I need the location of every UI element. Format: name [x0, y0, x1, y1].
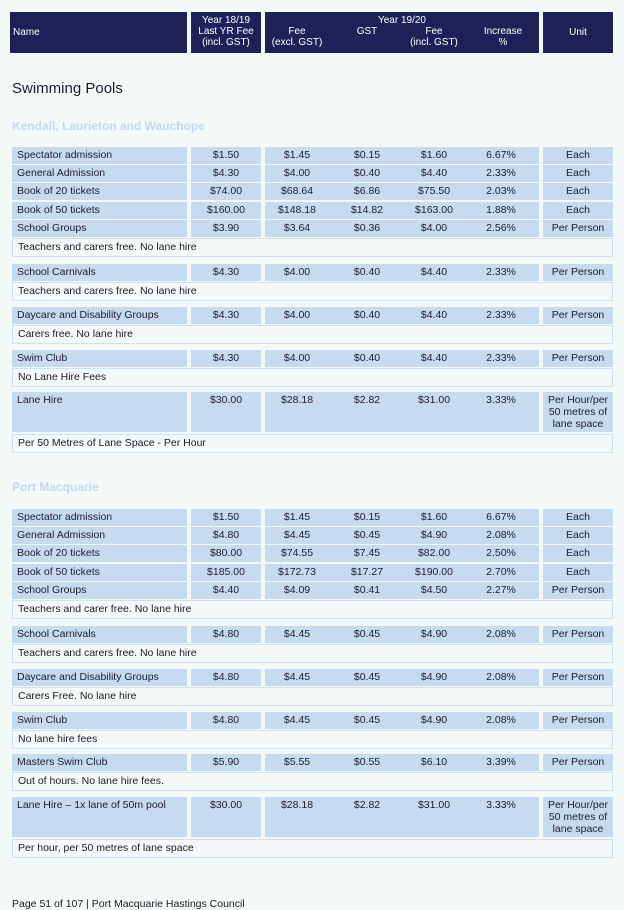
fee-unit: Per Person [551, 266, 605, 278]
increase-percent: 2.27% [486, 583, 516, 596]
gst-amount: $0.45 [353, 529, 381, 542]
increase-percent: 6.67% [486, 511, 516, 523]
fee-row [12, 626, 613, 643]
column-header-last-year: Year 18/19 Last YR Fee (incl. GST) [191, 12, 261, 53]
fee-row [12, 509, 613, 526]
fee-unit-line: 50 metres of [548, 811, 608, 823]
fee-name: School Groups [17, 583, 87, 596]
last-year-fee: $30.00 [209, 394, 243, 406]
fee-excl-gst: $4.09 [283, 583, 311, 596]
increase-percent: 2.50% [486, 547, 516, 560]
fee-name: Spectator admission [17, 511, 113, 523]
fee-row [12, 264, 613, 281]
fee-name: Daycare and Disability Groups [17, 671, 159, 683]
fee-excl-gst: $28.18 [280, 799, 314, 811]
fee-excl-gst: $4.45 [283, 628, 311, 640]
gst-amount: $6.86 [353, 185, 381, 198]
increase-percent: 1.88% [486, 203, 516, 216]
fee-unit [543, 799, 613, 835]
fee-name: Lane Hire – 1x lane of 50m pool [17, 799, 166, 811]
gst-amount: $0.40 [353, 266, 381, 278]
fee-row [12, 564, 613, 581]
fee-unit-line: Per Hour/per [547, 799, 609, 811]
last-year-fee: $1.50 [212, 149, 240, 161]
fee-row [12, 202, 613, 219]
fee-excl-gst: $3.64 [283, 221, 311, 234]
fee-note [12, 600, 613, 619]
fee-note-text: Carers free. No lane hire [18, 328, 133, 341]
fee-excl-gst: $4.45 [283, 529, 311, 542]
fee-excl-gst: $4.00 [283, 309, 311, 321]
fee-row [12, 220, 613, 237]
fee-incl-gst: $4.40 [420, 309, 448, 321]
fee-unit-line: Per Hour/per [547, 394, 609, 406]
fee-name: Daycare and Disability Groups [17, 309, 159, 321]
fee-excl-gst: $4.45 [283, 671, 311, 683]
fee-note-text: Teachers and carers free. No lane hire [18, 285, 197, 298]
fee-unit: Each [566, 511, 590, 523]
gst-amount: $0.40 [353, 352, 381, 364]
fee-note [12, 325, 613, 344]
gst-amount: $0.45 [353, 628, 381, 640]
fee-incl-gst: $4.90 [420, 714, 448, 726]
fee-excl-gst: $148.18 [278, 203, 316, 216]
fee-excl-gst: $4.00 [283, 352, 311, 364]
fee-note-text: No Lane Hire Fees [18, 371, 107, 384]
fee-incl-gst: $1.60 [420, 511, 448, 523]
fee-row [12, 797, 613, 837]
last-year-fee: $4.30 [212, 309, 240, 321]
fee-row [12, 669, 613, 686]
fee-unit: Per Person [551, 221, 605, 234]
fee-note [12, 434, 613, 453]
page-footer: Page 51 of 107 | Port Macquarie Hastings Council [12, 898, 245, 910]
fee-note [12, 282, 613, 301]
fee-name: Book of 50 tickets [17, 565, 100, 578]
fee-incl-gst: $75.50 [417, 185, 451, 198]
increase-percent: 3.33% [486, 799, 516, 811]
gst-amount: $0.45 [353, 671, 381, 683]
gst-amount: $0.36 [353, 221, 381, 234]
fee-unit: Per Person [551, 309, 605, 321]
fee-unit: Per Person [551, 628, 605, 640]
fee-name: Book of 20 tickets [17, 185, 100, 198]
fee-incl-gst: $190.00 [415, 565, 453, 578]
fee-row [12, 350, 613, 367]
increase-percent: 6.67% [486, 149, 516, 161]
last-year-fee: $4.30 [212, 352, 240, 364]
gst-amount: $0.55 [353, 756, 381, 768]
fee-incl-gst: $4.40 [420, 266, 448, 278]
fee-name: Swim Club [17, 714, 68, 726]
gst-amount: $0.41 [353, 583, 381, 596]
increase-percent: 2.08% [486, 529, 516, 542]
fee-note [12, 730, 613, 749]
fee-unit: Each [566, 185, 590, 198]
column-header-year-19-20: Year 19/20 Fee (excl. GST) GST Fee (incl. GST) Increase % [265, 12, 539, 53]
last-year-fee: $80.00 [209, 547, 243, 560]
fee-note-text: No lane hire fees [18, 733, 98, 746]
page-title: Swimming Pools [12, 80, 123, 97]
gst-amount: $14.82 [350, 203, 384, 216]
fee-name: General Admission [17, 529, 106, 542]
fee-excl-gst: $1.45 [283, 511, 311, 523]
fee-incl-gst: $4.90 [420, 628, 448, 640]
fee-unit: Each [566, 529, 590, 542]
fee-name: School Groups [17, 221, 87, 234]
increase-percent: 2.08% [486, 671, 516, 683]
fee-note [12, 687, 613, 706]
fee-incl-gst: $163.00 [415, 203, 453, 216]
increase-percent: 2.08% [486, 714, 516, 726]
last-year-fee: $3.90 [212, 221, 240, 234]
fee-row [12, 545, 613, 562]
fee-row [12, 147, 613, 164]
fee-unit-line: lane space [552, 418, 604, 430]
fee-note-text: Teachers and carers free. No lane hire [18, 241, 197, 253]
gst-amount: $0.40 [353, 167, 381, 180]
fee-incl-gst: $4.40 [420, 167, 448, 180]
fee-excl-gst: $4.00 [283, 266, 311, 278]
fee-excl-gst: $4.45 [283, 714, 311, 726]
fee-name: Lane Hire [17, 394, 63, 406]
fee-name: School Carnivals [17, 628, 96, 640]
increase-percent: 2.33% [486, 352, 516, 364]
gst-amount: $7.45 [353, 547, 381, 560]
gst-amount: $0.45 [353, 714, 381, 726]
increase-percent: 2.70% [486, 565, 516, 578]
fee-unit: Each [566, 167, 590, 180]
fee-unit: Per Person [551, 714, 605, 726]
gst-amount: $0.40 [353, 309, 381, 321]
fee-row [12, 165, 613, 182]
fee-unit: Each [566, 547, 590, 560]
last-year-fee: $5.90 [212, 756, 240, 768]
increase-percent: 2.33% [486, 266, 516, 278]
fee-excl-gst: $4.00 [283, 167, 311, 180]
fee-unit: Each [566, 149, 590, 161]
fee-unit: Per Person [551, 671, 605, 683]
fee-incl-gst: $4.40 [420, 352, 448, 364]
fee-incl-gst: $4.00 [420, 221, 448, 234]
last-year-fee: $185.00 [207, 565, 245, 578]
fee-note-text: Per 50 Metres of Lane Space - Per Hour [18, 437, 206, 449]
last-year-fee: $4.80 [212, 628, 240, 640]
fee-note [12, 238, 613, 257]
section-heading: Kendall, Laurieton and Wauchope [12, 119, 205, 133]
fee-incl-gst: $82.00 [417, 547, 451, 560]
last-year-fee: $4.80 [212, 714, 240, 726]
fee-incl-gst: $1.60 [420, 149, 448, 161]
fee-incl-gst: $4.90 [420, 529, 448, 542]
fee-excl-gst: $1.45 [283, 149, 311, 161]
increase-percent: 2.03% [486, 185, 516, 198]
fee-incl-gst: $6.10 [420, 756, 448, 768]
fee-note-text: Teachers and carer free. No lane hire [18, 603, 192, 615]
fee-note-text: Per hour, per 50 metres of lane space [18, 842, 194, 854]
fee-name: Masters Swim Club [17, 756, 108, 768]
fee-note-text: Out of hours. No lane hire fees. [18, 775, 164, 788]
gst-amount: $2.82 [353, 394, 381, 406]
fee-note-text: Teachers and carers free. No lane hire [18, 647, 197, 660]
fee-excl-gst: $28.18 [280, 394, 314, 406]
fee-row [12, 527, 613, 544]
fee-unit-line: 50 metres of [548, 406, 608, 418]
fee-unit: Each [566, 565, 590, 578]
last-year-fee: $30.00 [209, 799, 243, 811]
fee-excl-gst: $68.64 [280, 185, 314, 198]
increase-percent: 2.33% [486, 167, 516, 180]
fee-name: Book of 20 tickets [17, 547, 100, 560]
fee-unit: Per Person [551, 352, 605, 364]
last-year-fee: $4.80 [212, 529, 240, 542]
last-year-fee: $160.00 [207, 203, 245, 216]
section-heading: Port Macquarie [12, 480, 99, 494]
fee-note [12, 839, 613, 858]
gst-amount: $0.15 [353, 149, 381, 161]
increase-percent: 2.56% [486, 221, 516, 234]
gst-amount: $17.27 [350, 565, 384, 578]
fee-name: School Carnivals [17, 266, 96, 278]
fee-excl-gst: $5.55 [283, 756, 311, 768]
column-header-name: Name [10, 12, 187, 53]
fee-incl-gst: $31.00 [417, 799, 451, 811]
fee-row [12, 754, 613, 771]
fee-unit: Per Person [551, 583, 605, 596]
fee-row [12, 712, 613, 729]
fee-excl-gst: $172.73 [278, 565, 316, 578]
increase-percent: 2.33% [486, 309, 516, 321]
fee-incl-gst: $31.00 [417, 394, 451, 406]
fee-row [12, 392, 613, 432]
fee-note [12, 772, 613, 791]
gst-amount: $2.82 [353, 799, 381, 811]
increase-percent: 3.33% [486, 394, 516, 406]
last-year-fee: $4.30 [212, 167, 240, 180]
last-year-fee: $74.00 [209, 185, 243, 198]
fee-note [12, 368, 613, 387]
fee-unit-line: lane space [552, 823, 604, 835]
fee-row [12, 582, 613, 599]
fee-note-text: Carers Free. No lane hire [18, 690, 137, 703]
fee-incl-gst: $4.90 [420, 671, 448, 683]
fee-name: General Admission [17, 167, 106, 180]
column-header-unit: Unit [543, 12, 613, 53]
last-year-fee: $1.50 [212, 511, 240, 523]
last-year-fee: $4.80 [212, 671, 240, 683]
fee-row [12, 307, 613, 324]
fee-unit: Each [566, 203, 590, 216]
fee-name: Spectator admission [17, 149, 113, 161]
increase-percent: 2.08% [486, 628, 516, 640]
increase-percent: 3.39% [486, 756, 516, 768]
fee-unit: Per Person [551, 756, 605, 768]
fee-row [12, 183, 613, 200]
fee-name: Swim Club [17, 352, 68, 364]
fee-name: Book of 50 tickets [17, 203, 100, 216]
fee-note [12, 644, 613, 663]
last-year-fee: $4.30 [212, 266, 240, 278]
gst-amount: $0.15 [353, 511, 381, 523]
fee-excl-gst: $74.55 [280, 547, 314, 560]
last-year-fee: $4.40 [212, 583, 240, 596]
fee-incl-gst: $4.50 [420, 583, 448, 596]
fee-unit [543, 394, 613, 430]
